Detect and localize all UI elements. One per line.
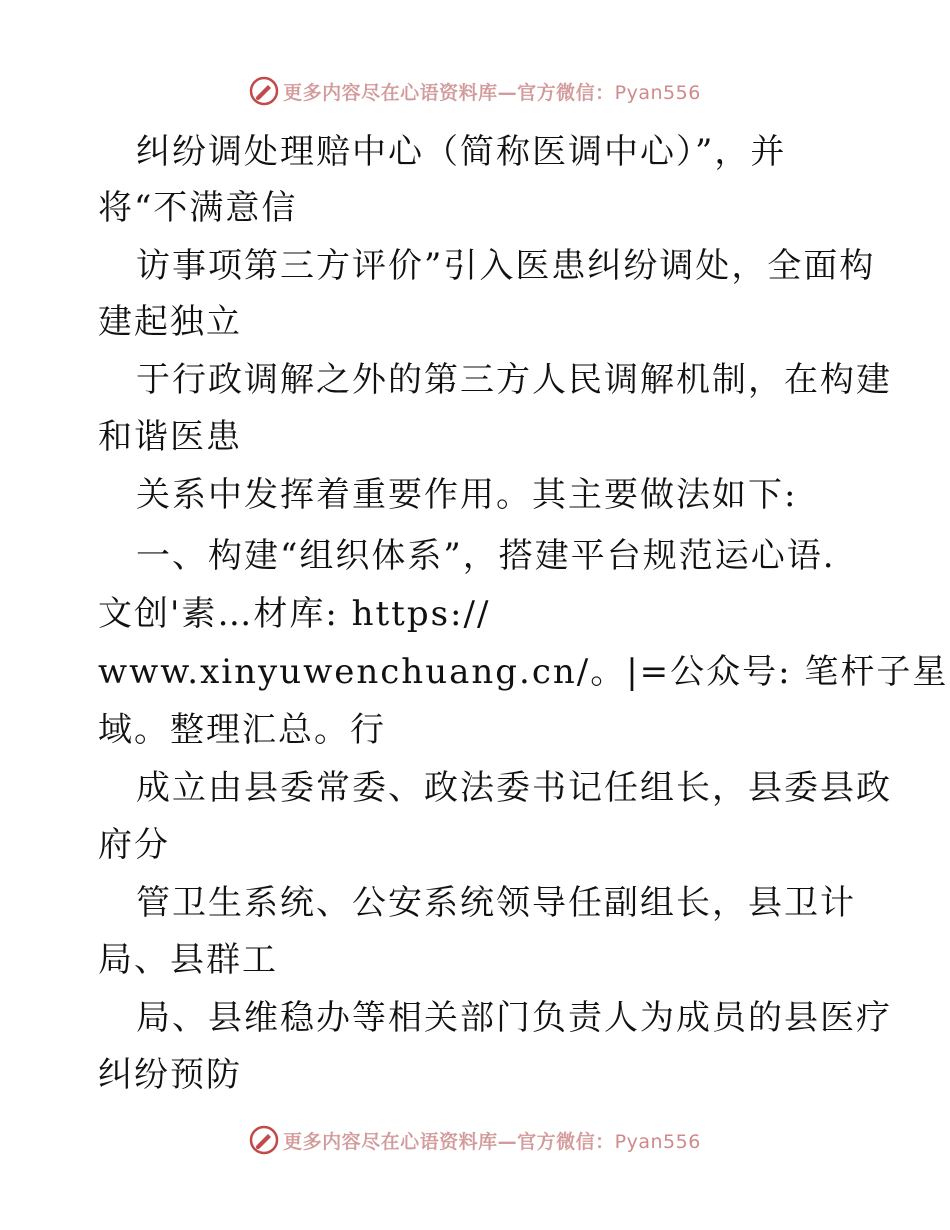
body-line: 局、县维稳办等相关部门负责人为成员的县医疗 (136, 998, 892, 1038)
body-line: www.xinyuwenchuang.cn/。|=公众号: 笔杆子星 (98, 652, 949, 692)
body-line: 成立由县委常委、政法委书记任组长，县委县政 (136, 768, 892, 808)
header-banner-text (283, 78, 701, 105)
footer-banner-account: Pyan556 (614, 1130, 701, 1153)
body-line: 管卫生系统、公安系统领导任副组长，县卫计 (136, 883, 856, 923)
body-line: 纠纷预防 (98, 1055, 242, 1095)
body-line: 关系中发挥着重要作用。其主要做法如下: (136, 475, 798, 515)
body-line: 于行政调解之外的第三方人民调解机制，在构建 (136, 360, 892, 400)
body-line: 建起独立 (98, 302, 242, 342)
header-banner (0, 71, 950, 111)
body-line: 将“不满意信 (98, 188, 298, 228)
logo-icon (249, 76, 279, 106)
header-banner-title: 更多内容尽在心语资料库—官方微信： (283, 81, 615, 104)
body-line: 纠纷调处理赔中心（简称医调中心）”，并 (136, 132, 787, 172)
body-line: 府分 (98, 825, 170, 865)
footer-banner-title: 更多内容尽在心语资料库—官方微信： (283, 1130, 615, 1153)
body-line: 域。整理汇总。行 (98, 710, 386, 750)
body-line: 文创'素…材库: https:// (98, 594, 491, 634)
header-banner-account: Pyan556 (614, 81, 701, 104)
footer-banner (0, 1120, 950, 1160)
logo-icon (249, 1125, 279, 1155)
body-line: 访事项第三方评价”引入医患纠纷调处，全面构 (136, 246, 876, 286)
footer-banner-text (283, 1127, 701, 1154)
body-line: 和谐医患 (98, 417, 242, 457)
body-line: 局、县群工 (98, 940, 278, 980)
body-line: 一、构建“组织体系”，搭建平台规范运心语. (136, 536, 836, 576)
